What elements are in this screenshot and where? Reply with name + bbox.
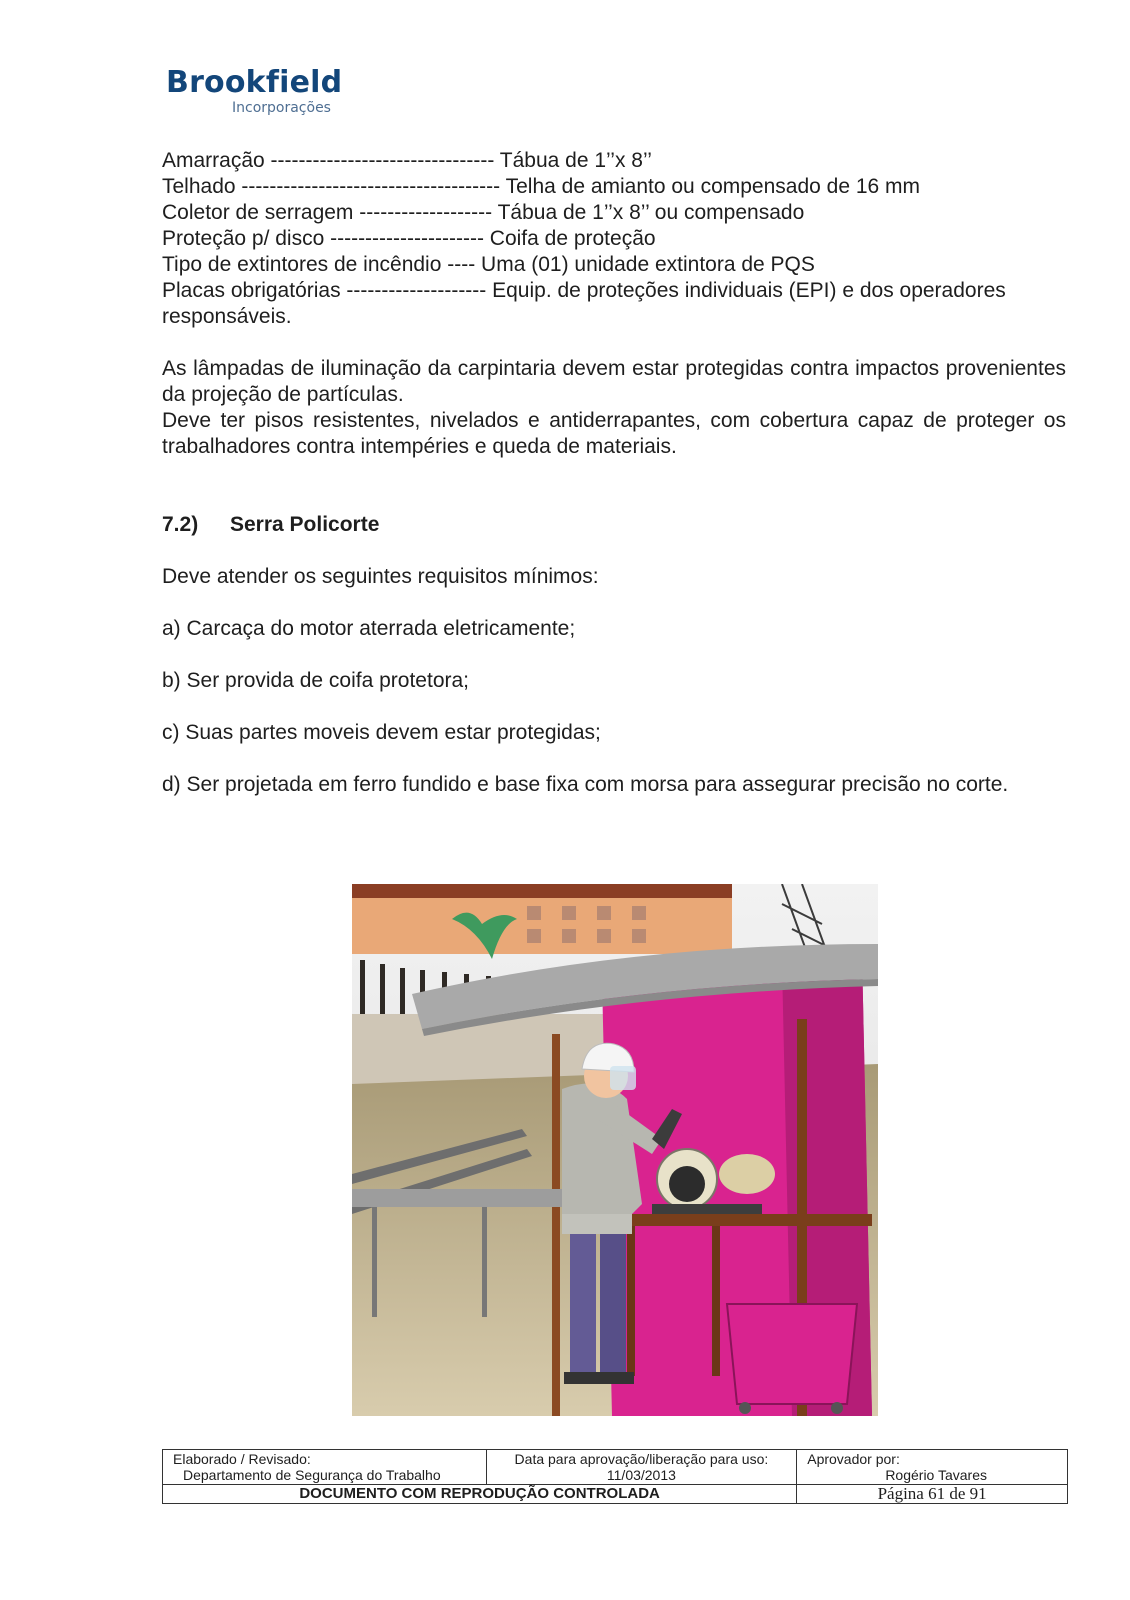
spec-protecao-disco: Proteção p/ disco ---------------------- Coifa de proteção — [162, 227, 656, 250]
footer-elaborado-label: Elaborado / Revisado: — [173, 1451, 311, 1467]
section-heading — [162, 512, 1066, 538]
requirement-b: b) Ser provida de coifa protetora; — [162, 669, 470, 692]
brand-logo — [166, 66, 342, 116]
document-body — [162, 148, 1066, 798]
section-title: Serra Policorte — [230, 513, 380, 536]
section-intro: Deve atender os seguintes requisitos mínimos: — [162, 565, 599, 588]
saw-worker-illustration — [352, 884, 878, 1416]
paragraph-lamps: As lâmpadas de iluminação da carpintaria devem estar protegidas contra impactos provenientes da projeção de partículas. — [162, 357, 1066, 406]
footer-data-value: 11/03/2013 — [606, 1467, 676, 1483]
footer-data — [486, 1450, 797, 1485]
requirement-d: d) Ser projetada em ferro fundido e base fixa com morsa para assegurar precisão no corte. — [162, 773, 1009, 796]
section-number: 7.2) — [162, 513, 199, 536]
requirement-c: c) Suas partes moveis devem estar protegidas; — [162, 721, 601, 744]
footer-controlled: DOCUMENTO COM REPRODUÇÃO CONTROLADA — [163, 1485, 797, 1504]
logo-subtitle: Incorporações — [232, 100, 331, 116]
footer-elaborado-value: Departamento de Segurança do Trabalho — [183, 1467, 441, 1483]
footer-aprovador-value: Rogério Tavares — [885, 1467, 987, 1483]
logo-name: Brookfield — [166, 65, 343, 100]
spec-telhado: Telhado ------------------------------------- Telha de amianto ou compensado de 16 mm — [162, 175, 921, 198]
footer-aprovador — [797, 1450, 1068, 1485]
footer-elaborado — [163, 1450, 487, 1485]
spec-coletor: Coletor de serragem ------------------- Tábua de 1’’x 8’’ ou compensado — [162, 201, 805, 224]
footer-aprovador-label: Aprovador por: — [807, 1451, 900, 1467]
footer-data-label: Data para aprovação/liberação para uso: — [514, 1451, 769, 1467]
requirement-a: a) Carcaça do motor aterrada eletricamente; — [162, 617, 576, 640]
footer-page-number: Página 61 de 91 — [797, 1485, 1068, 1504]
paragraph-floors: Deve ter pisos resistentes, nivelados e antiderrapantes, com cobertura capaz de proteger os trabalhadores contra intempéries e queda de materiais. — [162, 409, 1066, 458]
spec-extintores: Tipo de extintores de incêndio ---- Uma (01) unidade extintora de PQS — [162, 253, 815, 276]
document-footer — [162, 1449, 1068, 1504]
spec-placas: Placas obrigatórias -------------------- Equip. de proteções individuais (EPI) e dos operadores responsáveis. — [162, 279, 1006, 328]
spec-amarracao: Amarração -------------------------------- Tábua de 1’’x 8’’ — [162, 149, 652, 172]
